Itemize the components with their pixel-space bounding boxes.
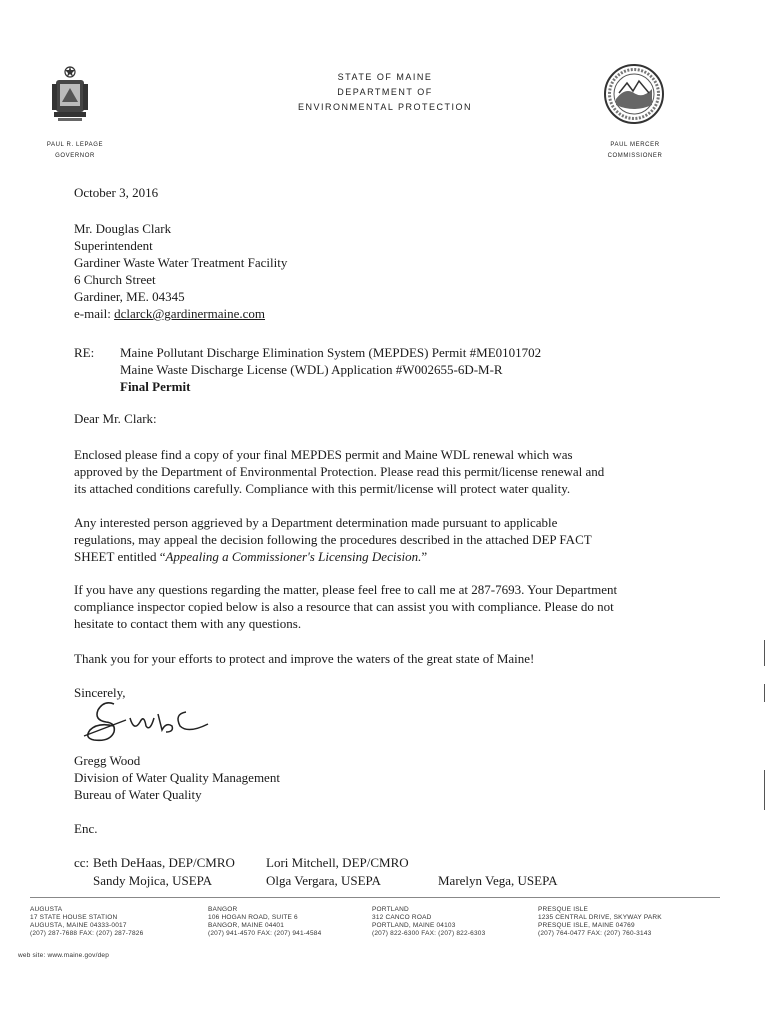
paragraph-line: regulations, may appeal the decision following the procedures described in the attached DEP FACT — [74, 532, 592, 547]
paragraph-3 — [74, 581, 617, 632]
address-line: Gardiner Waste Water Treatment Facility — [74, 255, 288, 270]
paragraph-2 — [74, 514, 592, 565]
signer-name: Gregg Wood — [74, 753, 141, 768]
governor-name: PAUL R. LEPAGE — [46, 142, 104, 148]
paragraph-line: approved by the Department of Environmental Protection. Please read this permit/license renewal and — [74, 464, 605, 479]
office-phone: (207) 764-0477 FAX: (207) 760-3143 — [538, 930, 652, 937]
office-phone: (207) 822-6300 FAX: (207) 822-6303 — [372, 930, 486, 937]
signer-block — [74, 752, 280, 803]
letterhead-line-3: ENVIRONMENTAL PROTECTION — [297, 102, 472, 112]
office-city: PORTLAND — [372, 906, 409, 913]
address-line: Superintendent — [74, 238, 153, 253]
office-phone: (207) 941-4570 FAX: (207) 941-4584 — [208, 930, 322, 937]
commissioner-name: PAUL MERCER — [610, 142, 660, 148]
re-line: Maine Waste Discharge License (WDL) Application #W002655-6D-M-R — [120, 362, 503, 377]
dep-seal-icon — [603, 63, 665, 125]
paragraph-1 — [74, 446, 604, 497]
enclosure-note: Enc. — [74, 821, 98, 836]
commissioner-block — [600, 140, 670, 162]
letterhead-title — [230, 70, 540, 115]
footer-office-bangor — [208, 906, 321, 938]
scan-mark — [764, 640, 765, 666]
re-line: Maine Pollutant Discharge Elimination System (MEPDES) Permit #ME0101702 — [120, 345, 542, 360]
salutation: Dear Mr. Clark: — [74, 411, 157, 426]
governor-block — [30, 140, 120, 162]
email-line — [74, 305, 287, 322]
governor-title: GOVERNOR — [55, 153, 95, 159]
email-link[interactable]: dclarck@gardinermaine.com — [114, 306, 266, 321]
address-line: Mr. Douglas Clark — [74, 221, 172, 236]
signer-division: Division of Water Quality Management — [74, 770, 280, 785]
cc-recipient: Marelyn Vega, USEPA — [438, 873, 558, 888]
paragraph-line: compliance inspector copied below is also a resource that can assist you with compliance. Please do not — [74, 599, 614, 614]
office-city: PRESQUE ISLE — [538, 906, 589, 913]
letter-date: October 3, 2016 — [74, 185, 159, 200]
office-city: AUGUSTA — [30, 906, 63, 913]
signer-bureau: Bureau of Water Quality — [74, 787, 202, 802]
address-line: 6 Church Street — [74, 272, 156, 287]
cc-recipient: Beth DeHaas, DEP/CMRO — [93, 855, 235, 870]
footer-office-augusta — [30, 906, 143, 938]
office-address: PORTLAND, MAINE 04103 — [372, 922, 456, 929]
paragraph-line: hesitate to contact them with any questions. — [74, 616, 302, 631]
paragraph-line: If you have any questions regarding the matter, please feel free to call me at 287-7693. Your Department — [74, 582, 618, 597]
re-final-permit: Final Permit — [120, 379, 191, 394]
paragraph-line — [74, 548, 592, 565]
signature-icon — [80, 696, 220, 748]
office-address: AUGUSTA, MAINE 04333-0017 — [30, 922, 127, 929]
footer-office-portland — [372, 906, 485, 938]
footer-divider — [30, 897, 720, 898]
scan-mark — [764, 770, 765, 810]
recipient-address — [74, 220, 287, 322]
paragraph-line: Enclosed please find a copy of your final MEPDES permit and Maine WDL renewal which was — [74, 447, 573, 462]
footer-office-presque-isle — [538, 906, 662, 938]
footer-website[interactable]: web site: www.maine.gov/dep — [18, 952, 110, 959]
address-line: Gardiner, ME. 04345 — [74, 289, 185, 304]
p2-prefix: SHEET entitled “ — [74, 549, 166, 564]
paragraph-4: Thank you for your efforts to protect and improve the waters of the great state of Maine! — [74, 651, 535, 666]
office-address: 17 STATE HOUSE STATION — [30, 914, 118, 921]
paragraph-line: its attached conditions carefully. Compliance with this permit/license will protect water quality. — [74, 481, 571, 496]
cc-recipient: Olga Vergara, USEPA — [266, 873, 381, 888]
re-subject — [120, 344, 541, 395]
cc-label: cc: — [74, 855, 90, 870]
office-address: 312 CANCO ROAD — [372, 914, 432, 921]
scan-mark — [764, 684, 765, 702]
maine-state-seal-icon — [50, 62, 90, 132]
cc-recipient: Sandy Mojica, USEPA — [93, 873, 213, 888]
closing: Sincerely, — [74, 685, 126, 700]
commissioner-title: COMMISSIONER — [607, 153, 663, 159]
office-address: PRESQUE ISLE, MAINE 04769 — [538, 922, 635, 929]
re-label: RE: — [74, 345, 95, 360]
p2-suffix: ” — [421, 549, 428, 564]
office-address: 1235 CENTRAL DRIVE, SKYWAY PARK — [538, 914, 662, 921]
cc-recipient: Lori Mitchell, DEP/CMRO — [266, 855, 409, 870]
fact-sheet-title: Appealing a Commissioner's Licensing Decision. — [165, 549, 422, 564]
office-address: 106 HOGAN ROAD, SUITE 6 — [208, 914, 298, 921]
office-city: BANGOR — [208, 906, 238, 913]
email-label: e-mail: — [74, 306, 111, 321]
letterhead-line-2: DEPARTMENT OF — [337, 87, 433, 97]
letterhead-line-1: STATE OF MAINE — [337, 72, 433, 82]
paragraph-line: Any interested person aggrieved by a Department determination made pursuant to applicable — [74, 515, 558, 530]
office-phone: (207) 287-7688 FAX: (207) 287-7826 — [30, 930, 144, 937]
office-address: BANGOR, MAINE 04401 — [208, 922, 285, 929]
